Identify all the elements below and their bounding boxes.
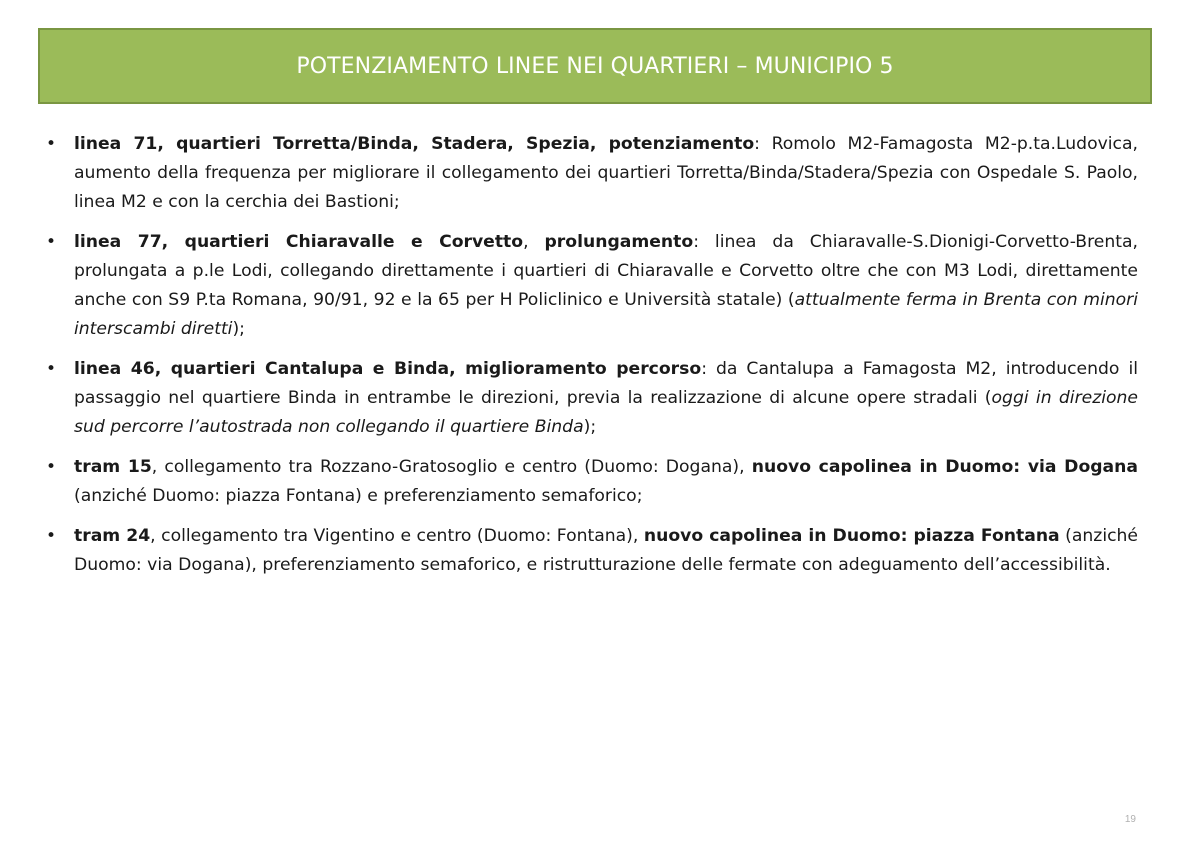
list-item-tram-24 (46, 522, 1138, 580)
list-item-linea-46 (46, 355, 1138, 442)
item-text: : Romolo M2-Famagosta M2-p.ta.Ludovica, aumento della frequenza per migliorare il collegamento dei quartieri Torretta/Binda/Stadera/Spezia con Ospedale S. Paolo, linea M2 e con la cerchia dei Bastioni; (74, 134, 1138, 212)
item-text: , collegamento tra Rozzano-Gratosoglio e centro (Duomo: Dogana), (151, 457, 752, 477)
list-item-tram-15 (46, 453, 1138, 511)
bullet-icon: • (46, 232, 57, 252)
item-heading: linea 77, quartieri Chiaravalle e Corvetto (74, 232, 524, 252)
page-title: POTENZIAMENTO LINEE NEI QUARTIERI – MUNICIPIO 5 (296, 53, 894, 79)
title-banner (38, 28, 1152, 104)
item-text: ); (232, 319, 245, 339)
bullet-icon: • (46, 359, 57, 379)
item-text: ); (583, 417, 597, 437)
list-item-linea-77 (46, 228, 1138, 344)
item-emphasis: nuovo capolinea in Duomo: via Dogana (751, 457, 1138, 477)
item-emphasis: prolungamento (544, 232, 694, 252)
item-heading: linea 46, quartieri Cantalupa e Binda, miglioramento percorso (74, 359, 702, 379)
item-emphasis: nuovo capolinea in Duomo: piazza Fontana (643, 526, 1060, 546)
item-text: , (523, 232, 545, 252)
item-text: (anziché Duomo: piazza Fontana) e preferenziamento semaforico; (74, 486, 643, 506)
item-text: , collegamento tra Vigentino e centro (Duomo: Fontana), (150, 526, 644, 546)
item-heading: linea 71, quartieri Torretta/Binda, Stadera, Spezia, potenziamento (74, 134, 755, 154)
item-text: : linea da Chiaravalle-S.Dionigi-Corvetto-Brenta, prolungata a p.le Lodi, collegando direttamente i quartieri di Chiaravalle e Corvetto oltre che con M3 Lodi, direttamente anche con S9 P.ta Romana, 90/91, 92 e la 65 per H Policlinico e Università statale) ( (74, 232, 1138, 310)
item-text: (anziché Duomo: via Dogana), preferenziamento semaforico, e ristrutturazione delle fermate con adeguamento dell’accessibilità. (74, 526, 1139, 575)
page-number: 19 (1124, 814, 1136, 825)
item-text: : da Cantalupa a Famagosta M2, introducendo il passaggio nel quartiere Binda in entrambe le direzioni, previa la realizzazione di alcune opere stradali ( (74, 359, 1138, 408)
item-note: attualmente ferma in Brenta con minori interscambi diretti (74, 290, 1138, 339)
list-item-linea-71 (46, 130, 1138, 217)
bullet-icon: • (46, 457, 57, 477)
item-heading: tram 24 (74, 526, 151, 546)
item-note: oggi in direzione sud percorre l’autostrada non collegando il quartiere Binda (74, 388, 1138, 437)
bullet-icon: • (46, 134, 57, 154)
bullet-list (46, 130, 1138, 591)
item-heading: tram 15 (74, 457, 152, 477)
bullet-icon: • (46, 526, 57, 546)
